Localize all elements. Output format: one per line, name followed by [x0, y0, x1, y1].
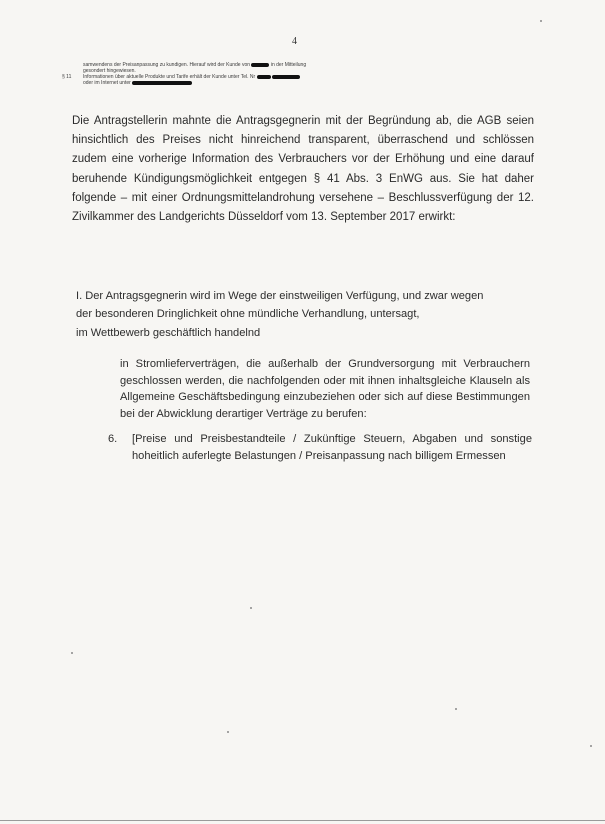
body-paragraph: Die Antragstellerin mahnte die Antragsgegnerin mit der Begründung ab, die AGB seien hinsichtlich des Preises nicht hinreichend transparent, überraschend und schlössen zudem eine vorherige Information des Verbrauchers vor der Erhöhung und eine darauf beruhende Kündigungsmöglichkeit entgegen § 41 Abs. 3 EnWG aus. Sie hat daher folgende – mit einer Ordnungsmittelandrohung versehene – Beschlussverfügung der 12. Zivilkammer des Landgerichts Düsseldorf vom 13. September 2017 erwirkt:	[72, 115, 534, 224]
quote-section-marker: § 11	[62, 74, 72, 80]
redaction-bar	[132, 81, 192, 85]
order-subline: im Wettbewerb geschäftlich handelnd	[76, 327, 261, 339]
item-number: 6.	[108, 433, 118, 445]
redaction-bar	[272, 75, 300, 79]
quoted-contract-excerpt	[62, 62, 362, 86]
item-text: [Preise und Preisbestandteile / Zukünftige Steuern, Abgaben und sonstige hoheitlich auferlegte Belastungen / Preisanpassung nach billigem Ermessen	[132, 433, 532, 462]
quote-line-2: gesondert hingewiesen.	[83, 68, 136, 74]
scan-edge-line	[0, 820, 605, 821]
page-number: 4	[292, 36, 297, 47]
quote-line-3: Informationen über aktuelle Produkte und Tarife erhält der Kunde unter Tel. Nr	[83, 74, 256, 80]
quote-line-4: oder im Internet unter	[83, 80, 131, 86]
order-line-1: I. Der Antragsgegnerin wird im Wege der einstweiligen Verfügung, und zwar wegen	[76, 290, 484, 302]
redaction-bar	[251, 63, 269, 67]
order-line-2: der besonderen Dringlichkeit ohne mündliche Verhandlung, untersagt,	[76, 308, 420, 320]
redaction-bar	[257, 75, 271, 79]
quote-line-1-tail: in der Mitteilung	[270, 62, 307, 68]
clause-text: in Stromlieferverträgen, die außerhalb der Grundversorgung mit Verbrauchern geschlossen werden, die nachfolgenden oder mit ihnen inhaltsgleiche Klauseln als Allgemeine Geschäftsbedingung einzubeziehen oder sich auf diese Bestimmungen bei der Abwicklung derartiger Verträge zu berufen:	[120, 358, 530, 420]
quote-line-1: samwendens der Preisanpassung zu kundigen. Hierauf wird der Kunde von	[83, 62, 251, 68]
court-order	[76, 287, 536, 323]
